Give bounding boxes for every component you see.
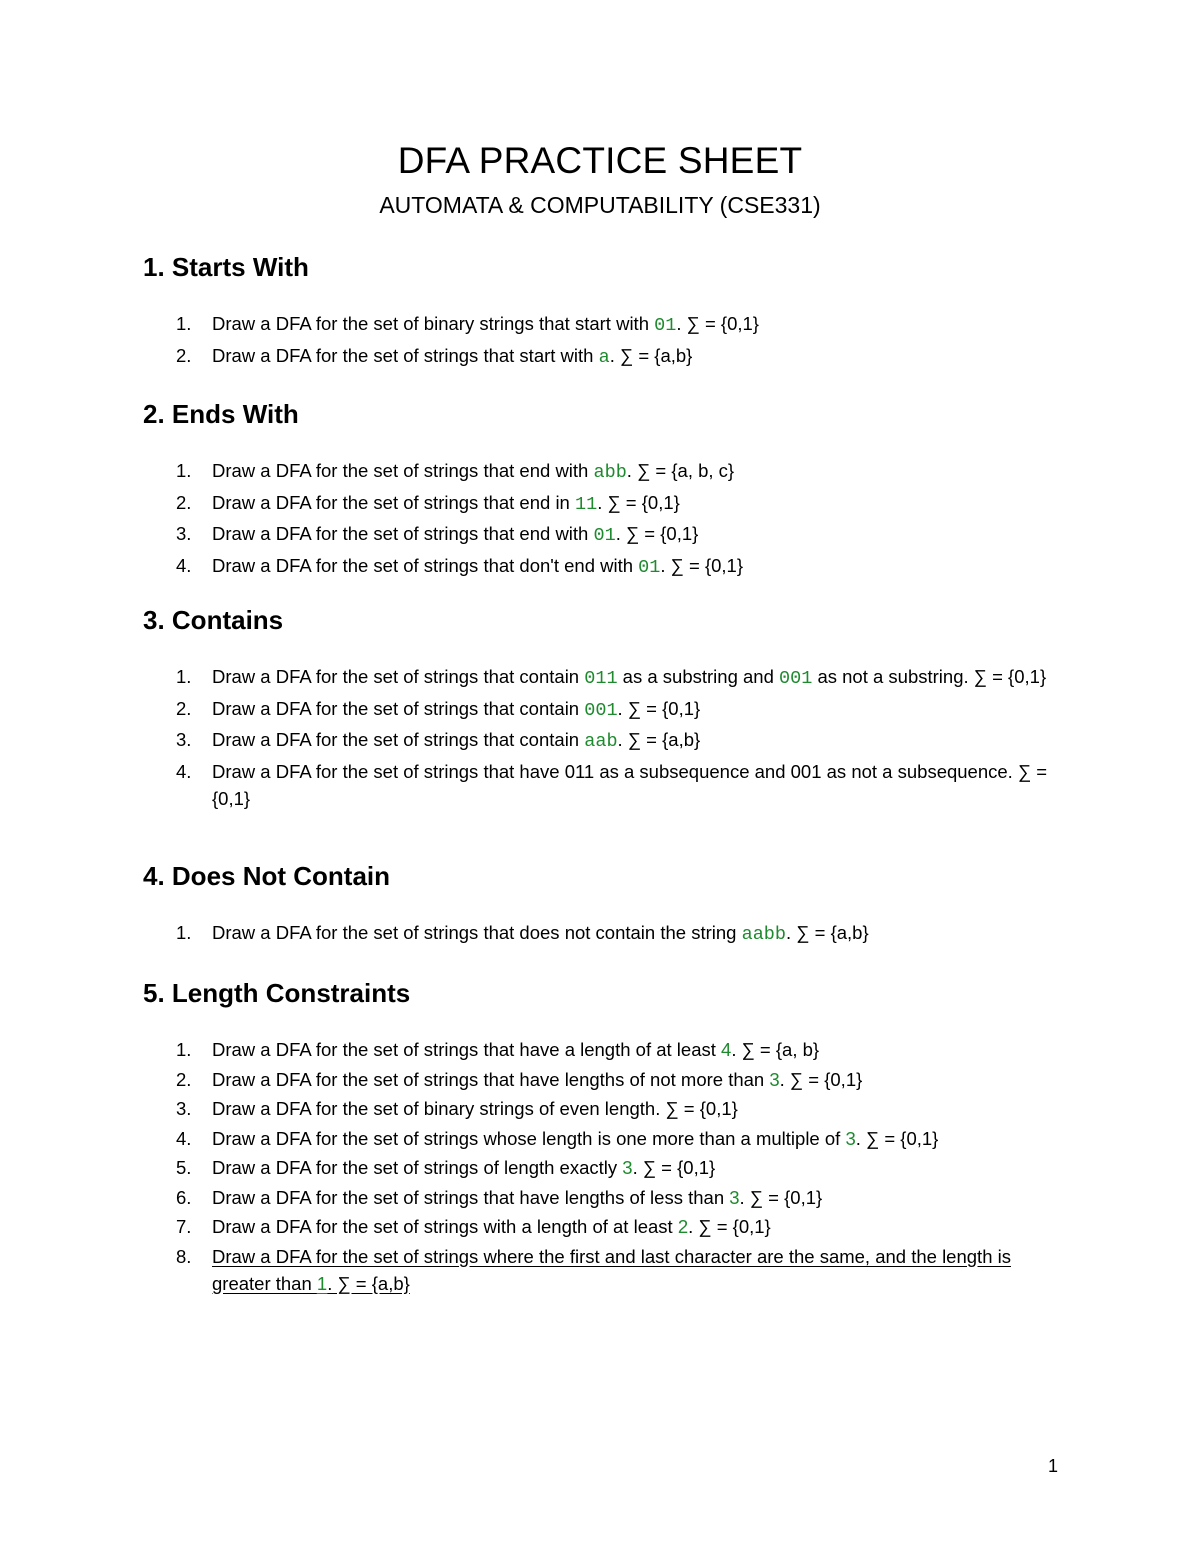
item-alphabet: . ∑ = {a, b, c} [626,460,735,481]
item-alphabet: . ∑ = {0,1} [779,1068,863,1090]
section-heading: 3. Contains [143,605,284,635]
list-item [143,1243,1063,1297]
course-subtitle: AUTOMATA & COMPUTABILITY (CSE331) [379,192,821,218]
item-text: Draw a DFA for the set of strings that does not contain the string [212,922,742,943]
highlight-value: 3 [729,1186,740,1208]
item-text-middle: as a substring and [617,666,780,687]
highlight-string: 001 [779,668,813,689]
item-alphabet: . ∑ = {0,1} [739,1186,823,1208]
highlight-value: 3 [622,1157,633,1178]
highlight-string: 11 [574,493,598,515]
item-alphabet: . ∑ = {0,1} [597,491,680,513]
list-item [143,457,1063,486]
list-item [143,695,1063,724]
item-number: 2. [176,344,192,366]
problem-list [143,457,1063,581]
item-alphabet: . ∑ = {0,1} [632,1157,716,1178]
item-text: Draw a DFA for the set of strings that contain [212,729,585,750]
item-text: Draw a DFA for the set of strings that have lengths of less than [212,1186,730,1208]
item-number: 8. [176,1245,192,1267]
section-contains [143,605,1063,814]
list-item [143,1036,1063,1063]
list-item [143,726,1063,755]
list-item [143,520,1063,549]
item-number: 7. [176,1216,192,1237]
problem-list [143,1036,1063,1297]
problem-list [143,663,1063,812]
item-alphabet: . ∑ = {a,b} [327,1272,410,1294]
list-item [143,552,1063,581]
highlight-string: 01 [593,525,616,546]
item-text: Draw a DFA for the set of strings with a length of at least [212,1216,678,1237]
highlight-string: 01 [638,556,661,578]
highlight-string: 011 [584,668,618,689]
section-heading: 5. Length Constraints [143,978,411,1008]
item-number: 2. [176,1068,192,1090]
item-number: 3. [176,1098,192,1119]
item-text: Draw a DFA for the set of binary strings of even length. ∑ = {0,1} [212,1098,738,1119]
list-item [143,310,1063,339]
item-text: Draw a DFA for the set of strings that have 011 as a subsequence and 001 as not a subsequence. ∑ = {0,1} [212,760,1048,809]
problem-list [143,919,1063,948]
list-item [143,342,1063,371]
item-text: Draw a DFA for the set of strings that start with [212,344,599,366]
item-number: 4. [176,1127,192,1149]
section-heading: 1. Starts With [143,252,309,282]
highlight-value: 4 [721,1039,732,1060]
item-number: 5. [176,1157,192,1178]
list-item [143,1095,1063,1122]
section-ends-with [143,399,1063,583]
highlight-string: 01 [654,315,677,336]
item-number: 2. [176,697,192,719]
list-item [143,1066,1063,1093]
list-item [143,1213,1063,1240]
list-item [143,919,1063,948]
item-text: Draw a DFA for the set of strings that don't end with [212,554,639,576]
section-does-not-contain [143,861,1063,951]
item-text: Draw a DFA for the set of strings that have lengths of not more than [212,1068,770,1090]
item-number: 1. [176,460,192,481]
item-text: Draw a DFA for the set of strings that contain [212,666,585,687]
item-alphabet: . ∑ = {a,b} [617,729,701,750]
item-alphabet: . ∑ = {0,1} [676,313,759,334]
item-text: Draw a DFA for the set of binary strings that start with [212,313,655,334]
list-item [143,1154,1063,1181]
item-alphabet: . ∑ = {a,b} [786,922,869,943]
item-alphabet: . ∑ = {0,1} [615,523,699,544]
highlight-string: aabb [741,924,787,945]
item-number: 3. [176,523,192,544]
list-item [143,663,1063,692]
item-text: Draw a DFA for the set of strings of length exactly [212,1157,623,1178]
item-text: Draw a DFA for the set of strings that end with [212,460,594,481]
item-alphabet: . ∑ = {0,1} [855,1127,939,1149]
item-alphabet: . ∑ = {a,b} [609,344,693,366]
item-number: 4. [176,760,192,782]
item-text: Draw a DFA for the set of strings that end in [212,491,575,513]
highlight-string: aab [584,731,618,752]
list-item [143,1184,1063,1211]
page-title: DFA PRACTICE SHEET [397,140,803,181]
section-length-constraints [143,978,1063,1299]
highlight-value: 2 [677,1216,689,1237]
item-text: Draw a DFA for the set of strings that contain [212,697,585,719]
section-heading: 2. Ends With [143,399,299,429]
highlight-string: a [598,346,610,368]
item-text: Draw a DFA for the set of strings that end with [212,523,594,544]
item-number: 2. [176,491,192,513]
item-text: Draw a DFA for the set of strings that have a length of at least [212,1039,722,1060]
item-alphabet: . ∑ = {0,1} [688,1216,771,1237]
problem-list [143,310,1063,371]
list-item [143,489,1063,518]
highlight-string: 001 [584,699,618,721]
item-number: 1. [176,1039,192,1060]
list-item [143,1125,1063,1152]
highlight-value: 1 [316,1272,328,1294]
item-number: 4. [176,554,192,576]
item-alphabet: . ∑ = {0,1} [617,697,701,719]
item-alphabet: . ∑ = {0,1} [660,554,744,576]
item-number: 6. [176,1186,192,1208]
list-item [143,758,1063,812]
item-number: 1. [176,666,192,687]
item-alphabet: . ∑ = {a, b} [731,1039,820,1060]
page-number: 1 [1047,1456,1058,1476]
section-starts-with [143,252,1063,373]
item-number: 3. [176,729,192,750]
item-number: 1. [176,922,192,943]
item-text: Draw a DFA for the set of strings where the first and last character are the same, and the length is greater than [212,1245,1011,1294]
item-number: 1. [176,313,192,334]
highlight-value: 3 [845,1127,856,1149]
item-text: Draw a DFA for the set of strings whose length is one more than a multiple of [212,1127,846,1149]
highlight-value: 3 [769,1068,780,1090]
item-alphabet: as not a substring. ∑ = {0,1} [812,666,1047,687]
highlight-string: abb [593,462,627,483]
section-heading: 4. Does Not Contain [143,861,391,891]
